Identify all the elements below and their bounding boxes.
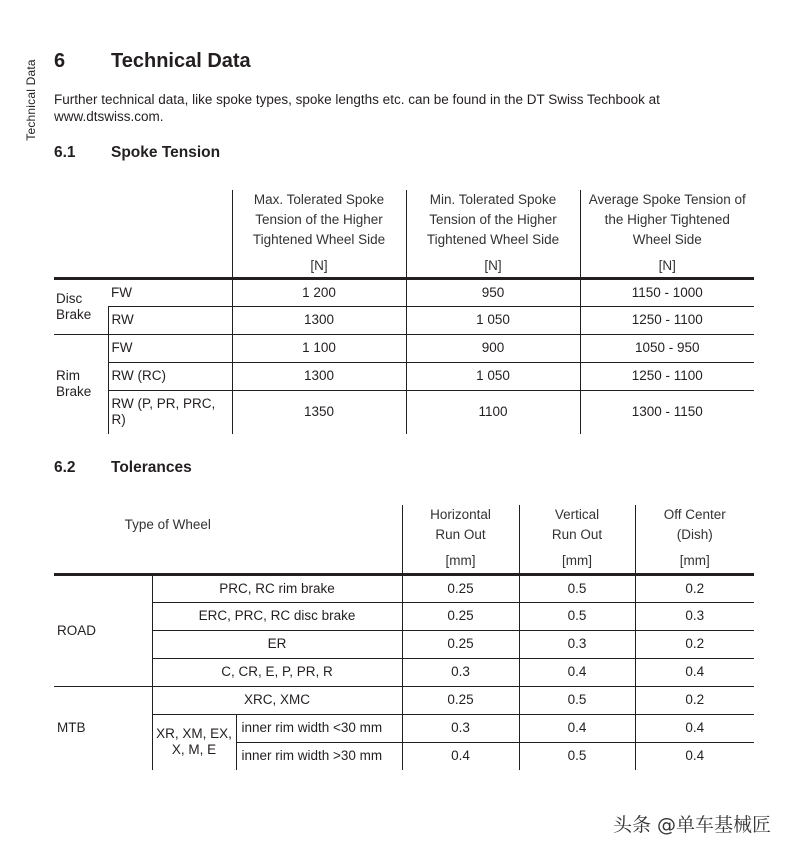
cell: 1050 - 950 [580,334,754,362]
cell: 0.2 [635,686,754,714]
wheel-type: FW [108,278,232,306]
cell: 1300 - 1150 [580,390,754,434]
cell: 1 100 [232,334,406,362]
cell: 1 050 [406,306,580,334]
spoke-tension-table [54,190,754,434]
table-row [54,686,754,714]
watermark: 头条 @单车基械匠 [612,814,771,836]
cell: 1150 - 1000 [580,278,754,306]
section-title: Tolerances [111,459,192,476]
section-number: 6.1 [54,144,76,161]
cell: 0.25 [402,686,519,714]
cell: 1300 [232,362,406,390]
header-avg-tension: Average Spoke Tension of the Higher Tightened Wheel Side [N] [580,190,754,278]
chapter-number: 6 [54,50,66,72]
wheel-type: RW (RC) [108,362,232,390]
cell: 0.5 [519,602,635,630]
table-row [54,602,754,630]
cell: 0.5 [519,742,635,770]
header-vertical-runout: Vertical Run Out [mm] [519,505,635,574]
mtb-subgroup-label: XR, XM, EX, X, M, E [152,714,236,770]
wheel-type: ER [152,630,402,658]
table-row [54,306,754,334]
intro-paragraph: Further technical data, like spoke types, spoke lengths etc. can be found in the DT Swiss Techbook at www.dtswiss.com. [54,92,660,124]
cell: 0.2 [635,630,754,658]
cell: 0.25 [402,602,519,630]
cell: 0.3 [402,658,519,686]
wheel-type: inner rim width <30 mm [236,714,402,742]
wheel-type: ERC, PRC, RC disc brake [152,602,402,630]
table-row [54,658,754,686]
cell: 0.5 [519,574,635,602]
section-title: Spoke Tension [111,144,221,161]
cell: 1 200 [232,278,406,306]
header-wheel-type: Type of Wheel [124,517,211,532]
cell: 1300 [232,306,406,334]
cell: 0.4 [519,714,635,742]
cell: 1 050 [406,362,580,390]
cell: 0.2 [635,574,754,602]
wheel-type: RW [108,306,232,334]
wheel-type: C, CR, E, P, PR, R [152,658,402,686]
wheel-type: XRC, XMC [152,686,402,714]
cell: 0.25 [402,574,519,602]
group-label: Disc Brake [54,278,108,334]
sidebar-section-label: Technical Data [24,59,38,141]
cell: 0.3 [635,602,754,630]
header-off-center: Off Center (Dish) [mm] [635,505,754,574]
header-min-tension: Min. Tolerated Spoke Tension of the Higher Tightened Wheel Side [N] [406,190,580,278]
cell: 0.3 [402,714,519,742]
cell: 0.4 [402,742,519,770]
chapter-title: Technical Data [111,50,251,72]
cell: 900 [406,334,580,362]
section-number: 6.2 [54,459,76,476]
wheel-type: RW (P, PR, PRC, R) [108,390,232,434]
table-row [54,362,754,390]
header-max-tension: Max. Tolerated Spoke Tension of the Higher Tightened Wheel Side [N] [232,190,406,278]
cell: 0.4 [519,658,635,686]
cell: 0.4 [635,742,754,770]
group-label: MTB [54,686,152,770]
cell: 0.4 [635,658,754,686]
table-row [54,714,754,742]
table-row [54,334,754,362]
cell: 1100 [406,390,580,434]
tolerances-table [54,505,754,770]
group-label: ROAD [54,574,152,686]
cell: 0.4 [635,714,754,742]
group-label: Rim Brake [54,334,108,434]
cell: 0.25 [402,630,519,658]
wheel-type: PRC, RC rim brake [152,574,402,602]
table-row [54,574,754,602]
table-row [54,390,754,434]
cell: 0.5 [519,686,635,714]
table-row [54,630,754,658]
header-horizontal-runout: Horizontal Run Out [mm] [402,505,519,574]
cell: 1250 - 1100 [580,306,754,334]
wheel-type: inner rim width >30 mm [236,742,402,770]
cell: 950 [406,278,580,306]
cell: 1350 [232,390,406,434]
cell: 1250 - 1100 [580,362,754,390]
cell: 0.3 [519,630,635,658]
table-row [54,278,754,306]
wheel-type: FW [108,334,232,362]
